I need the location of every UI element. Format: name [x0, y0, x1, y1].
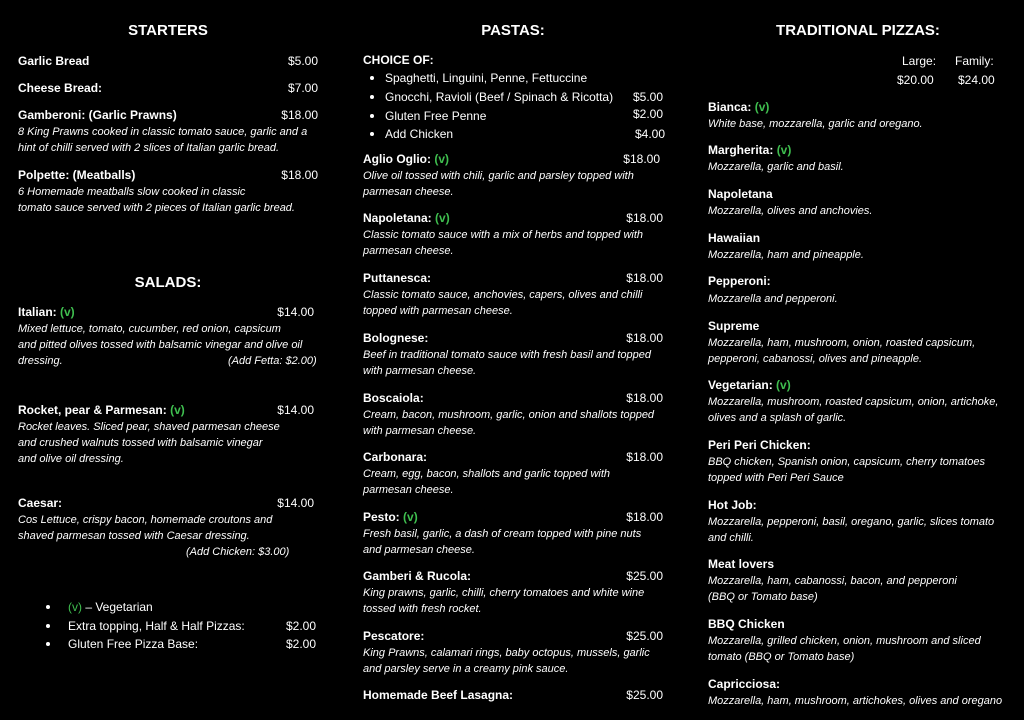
garlic-bread-name: Garlic Bread [18, 54, 90, 68]
boscaiola-price: $18.00 [626, 391, 663, 405]
aglio-desc-1: Olive oil tossed with chili, garlic and parsley topped with [363, 170, 634, 182]
pesto-price: $18.00 [626, 510, 663, 524]
pesto-desc-1: Fresh basil, garlic, a dash of cream topped with pine nuts [363, 528, 642, 540]
vegetarian-desc-1: Mozzarella, mushroom, roasted capsicum, onion, artichoke, [708, 396, 999, 408]
hot-job-name: Hot Job: [708, 498, 757, 512]
bullet-dot [370, 132, 374, 136]
veg-note: (v) – Vegetarian [68, 600, 153, 614]
large-price: $20.00 [897, 73, 934, 87]
pescatore-name: Pescatore: [363, 629, 425, 643]
peri-peri-desc-2: topped with Peri Peri Sauce [708, 472, 844, 484]
rocket-desc-2: and crushed walnuts tossed with balsamic vinegar [18, 437, 263, 449]
pepperoni-desc: Mozzarella and pepperoni. [708, 293, 838, 305]
napoletana-pizza-name: Napoletana [708, 187, 773, 201]
meat-lovers-desc-2: (BBQ or Tomato base) [708, 591, 818, 603]
napoletana-pasta-desc-2: parmesan cheese. [363, 245, 454, 257]
bolognese-desc-1: Beef in traditional tomato sauce with fresh basil and topped [363, 349, 652, 361]
napoletana-pizza-desc: Mozzarella, olives and anchovies. [708, 205, 873, 217]
carbonara-desc-1: Cream, egg, bacon, shallots and garlic topped with [363, 468, 611, 480]
bullet-dot [370, 95, 374, 99]
hot-job-desc-1: Mozzarella, pepperoni, basil, oregano, garlic, slices tomato [708, 516, 995, 528]
aglio-desc-2: parmesan cheese. [363, 186, 454, 198]
choice-price: $5.00 [632, 90, 663, 104]
gamberoni-desc-2: hint of chilli served with 2 slices of Italian garlic bread. [18, 142, 280, 154]
italian-desc-1: Mixed lettuce, tomato, cucumber, red onion, capsicum [18, 323, 281, 335]
bbq-chicken-desc-2: tomato (BBQ or Tomato base) [708, 651, 855, 663]
supreme-desc-1: Mozzarella, ham, mushroom, onion, roasted capsicum, [708, 337, 976, 349]
family-label: Family: [955, 54, 994, 68]
caesar-desc-1: Cos Lettuce, crispy bacon, homemade croutons and [18, 514, 273, 526]
salads-heading: SALADS: [134, 274, 202, 291]
italian-extra: (Add Fetta: $2.00) [228, 355, 317, 367]
bbq-chicken-name: BBQ Chicken [708, 617, 785, 631]
polpette-name: Polpette: (Meatballs) [18, 168, 136, 182]
polpette-desc-2: tomato sauce served with 2 pieces of Italian garlic bread. [18, 202, 295, 214]
boscaiola-desc-1: Cream, bacon, mushroom, garlic, onion and shallots topped [363, 409, 655, 421]
rocket-desc-3: and olive oil dressing. [18, 453, 124, 465]
extra-topping-note: Extra topping, Half & Half Pizzas: [68, 619, 245, 633]
rocket-desc-1: Rocket leaves. Sliced pear, shaved parmesan cheese [18, 421, 280, 433]
pepperoni-name: Pepperoni: [708, 274, 771, 288]
margherita-desc: Mozzarella, garlic and basil. [708, 161, 844, 173]
hot-job-desc-2: and chilli. [708, 532, 754, 544]
gamberi-name: Gamberi & Rucola: [363, 569, 472, 583]
gamberi-desc-2: tossed with fresh rocket. [363, 603, 482, 615]
extra-topping-price: $2.00 [285, 619, 316, 633]
supreme-desc-2: pepperoni, cabanossi, olives and pineapple. [708, 353, 923, 365]
starters-heading: STARTERS [128, 22, 208, 39]
pastas-heading: PASTAS: [481, 22, 545, 39]
puttanesca-desc-2: topped with parmesan cheese. [363, 305, 513, 317]
supreme-name: Supreme [708, 319, 760, 333]
boscaiola-desc-2: with parmesan cheese. [363, 425, 477, 437]
caesar-price: $14.00 [277, 496, 314, 510]
caesar-extra: (Add Chicken: $3.00) [186, 546, 290, 558]
pescatore-price: $25.00 [626, 629, 663, 643]
cheese-bread-price: $7.00 [287, 81, 318, 95]
choice-item: Gluten Free Penne [385, 109, 487, 123]
family-price: $24.00 [958, 73, 995, 87]
pizzas-heading: TRADITIONAL PIZZAS: [776, 22, 940, 39]
pescatore-desc-2: and parsley serve in a creamy pink sauce. [363, 663, 569, 675]
lasagna-name: Homemade Beef Lasagna: [363, 688, 514, 702]
choice-price: $2.00 [632, 107, 663, 121]
lasagna-price: $25.00 [626, 688, 663, 702]
napoletana-pasta-name: Napoletana: (v) [363, 211, 450, 225]
gf-base-price: $2.00 [285, 637, 316, 651]
bullet-dot [370, 76, 374, 80]
cheese-bread-name: Cheese Bread: [18, 81, 103, 95]
italian-price: $14.00 [277, 305, 314, 319]
aglio-name: Aglio Oglio: (v) [363, 152, 450, 166]
rocket-name: Rocket, pear & Parmesan: (v) [18, 403, 185, 417]
vegetarian-desc-2: olives and a splash of garlic. [708, 412, 847, 424]
aglio-price: $18.00 [623, 152, 660, 166]
bullet-dot [46, 605, 50, 609]
caesar-desc-2: shaved parmesan tossed with Caesar dressing. [18, 530, 250, 542]
capricciosa-name: Capricciosa: [708, 677, 781, 691]
hawaiian-desc: Mozzarella, ham and pineapple. [708, 249, 864, 261]
pescatore-desc-1: King Prawns, calamari rings, baby octopus, mussels, garlic [363, 647, 650, 659]
bianca-name: Bianca: (v) [708, 100, 770, 114]
hawaiian-name: Hawaiian [708, 231, 761, 245]
bullet-dot [46, 642, 50, 646]
polpette-desc-1: 6 Homemade meatballs slow cooked in classic [18, 186, 246, 198]
gamberi-desc-1: King prawns, garlic, chilli, cherry tomatoes and white wine [363, 587, 645, 599]
puttanesca-price: $18.00 [626, 271, 663, 285]
napoletana-pasta-price: $18.00 [626, 211, 663, 225]
capricciosa-desc: Mozzarella, ham, mushroom, artichokes, olives and oregano [708, 695, 1003, 707]
gamberoni-desc-1: 8 King Prawns cooked in classic tomato sauce, garlic and a [18, 126, 308, 138]
carbonara-name: Carbonara: [363, 450, 428, 464]
bolognese-name: Bolognese: [363, 331, 429, 345]
puttanesca-desc-1: Classic tomato sauce, anchovies, capers, olives and chilli [363, 289, 643, 301]
bullet-dot [46, 624, 50, 628]
bolognese-price: $18.00 [626, 331, 663, 345]
gamberoni-price: $18.00 [281, 108, 318, 122]
rocket-price: $14.00 [277, 403, 314, 417]
margherita-name: Margherita: (v) [708, 143, 792, 157]
polpette-price: $18.00 [281, 168, 318, 182]
boscaiola-name: Boscaiola: [363, 391, 424, 405]
bbq-chicken-desc-1: Mozzarella, grilled chicken, onion, mushroom and sliced [708, 635, 981, 647]
choice-item: Spaghetti, Linguini, Penne, Fettuccine [385, 71, 588, 85]
gf-base-note: Gluten Free Pizza Base: [68, 637, 199, 651]
large-label: Large: [902, 54, 937, 68]
choice-of-label: CHOICE OF: [363, 53, 434, 67]
gamberoni-name: Gamberoni: (Garlic Prawns) [18, 108, 177, 122]
peri-peri-desc-1: BBQ chicken, Spanish onion, capsicum, cherry tomatoes [708, 456, 985, 468]
napoletana-pasta-desc-1: Classic tomato sauce with a mix of herbs and topped with [363, 229, 644, 241]
garlic-bread-price: $5.00 [287, 54, 318, 68]
pesto-name: Pesto: (v) [363, 510, 418, 524]
bullet-dot [370, 114, 374, 118]
puttanesca-name: Puttanesca: [363, 271, 432, 285]
meat-lovers-name: Meat lovers [708, 557, 775, 571]
peri-peri-name: Peri Peri Chicken: [708, 438, 811, 452]
italian-desc-3: dressing. [18, 355, 63, 367]
carbonara-desc-2: parmesan cheese. [363, 484, 454, 496]
choice-item: Gnocchi, Ravioli (Beef / Spinach & Ricotta) [385, 90, 614, 104]
meat-lovers-desc-1: Mozzarella, ham, cabanossi, bacon, and pepperoni [708, 575, 957, 587]
carbonara-price: $18.00 [626, 450, 663, 464]
vegetarian-name: Vegetarian: (v) [708, 378, 791, 392]
caesar-name: Caesar: [18, 496, 63, 510]
choice-price: $4.00 [634, 127, 665, 141]
italian-name: Italian: (v) [18, 305, 75, 319]
choice-item: Add Chicken [385, 127, 454, 141]
gamberi-price: $25.00 [626, 569, 663, 583]
italian-desc-2: and pitted olives tossed with balsamic vinegar and olive oil [18, 339, 303, 351]
bianca-desc: White base, mozzarella, garlic and oregano. [708, 118, 923, 130]
bolognese-desc-2: with parmesan cheese. [363, 365, 477, 377]
pesto-desc-2: and parmesan cheese. [363, 544, 475, 556]
